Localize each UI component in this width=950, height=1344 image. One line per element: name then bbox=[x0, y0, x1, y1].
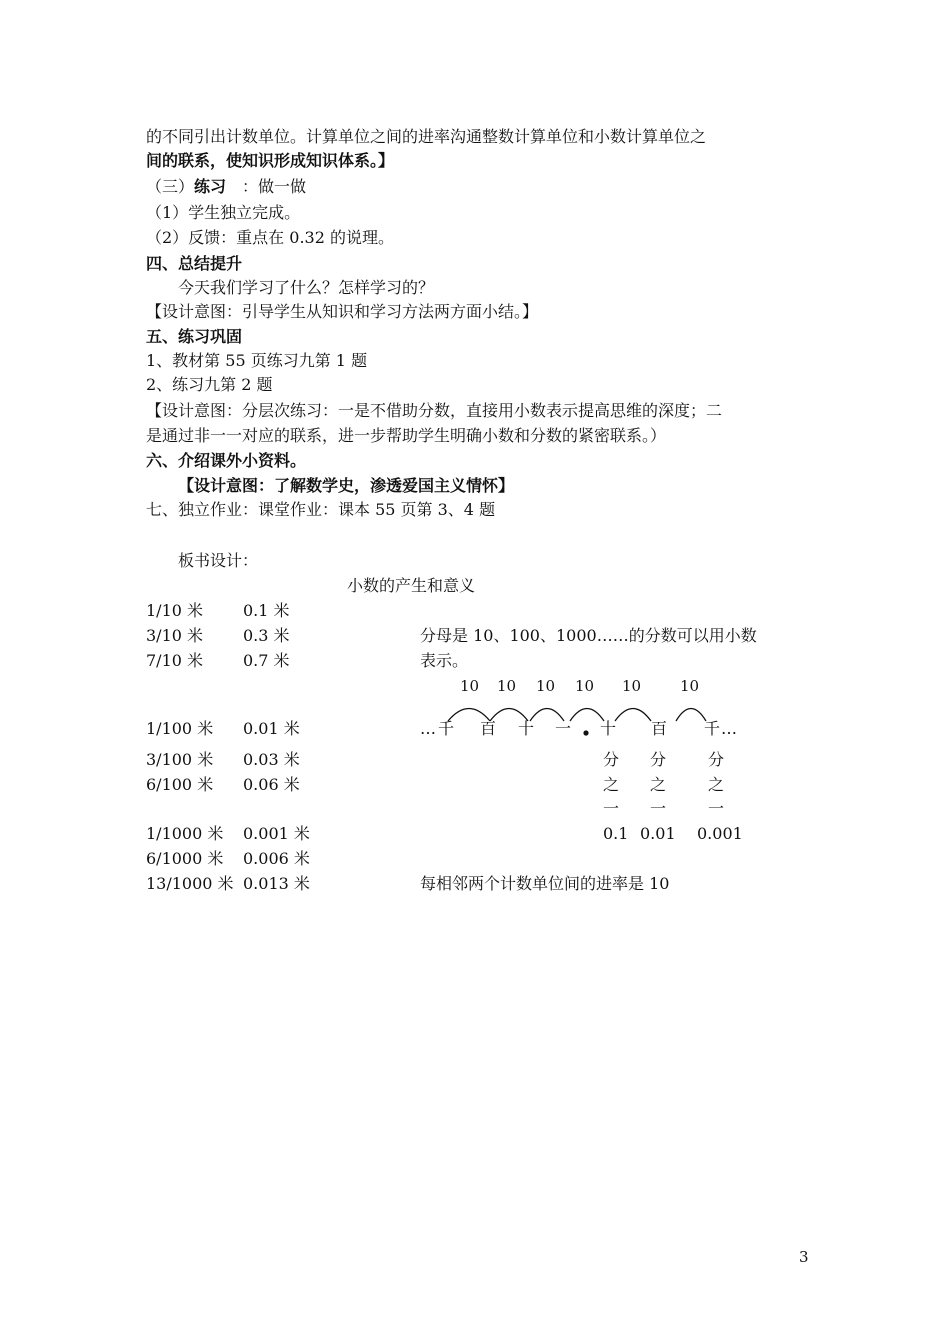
rate-label: 10 bbox=[680, 677, 700, 695]
unit-label: 千 bbox=[438, 719, 455, 738]
practice-heading-main: 练习 bbox=[194, 177, 227, 196]
decimal-value: 0.01 bbox=[640, 824, 676, 843]
column-char: 之 bbox=[603, 775, 620, 794]
section-5-item-1: 1、教材第 55 页练习九第 1 题 bbox=[146, 351, 368, 370]
unit-label: 千 bbox=[704, 719, 721, 738]
practice-heading-prefix: （三） bbox=[146, 177, 195, 196]
decimal-cell: 0.06 米 bbox=[243, 775, 300, 794]
rate-note: 每相邻两个计数单位间的进率是 10 bbox=[420, 874, 670, 893]
intro-line-2: 间的联系，使知识形成知识体系。】 bbox=[146, 151, 395, 170]
units-ellipsis-left: … bbox=[420, 719, 436, 738]
decimal-cell: 0.013 米 bbox=[243, 874, 310, 893]
decimal-cell: 0.006 米 bbox=[243, 849, 310, 868]
unit-label: 十 bbox=[518, 719, 535, 738]
fraction-cell: 1/10 米 bbox=[146, 601, 204, 620]
fraction-cell: 1/100 米 bbox=[146, 719, 214, 738]
practice-heading-suffix: ：做一做 bbox=[242, 177, 307, 196]
board-title: 小数的产生和意义 bbox=[347, 576, 476, 595]
page-number: 3 bbox=[799, 1248, 809, 1266]
rate-label: 10 bbox=[497, 677, 517, 695]
rate-arc bbox=[570, 709, 604, 722]
rate-arc bbox=[676, 709, 706, 722]
fraction-cell: 3/10 米 bbox=[146, 626, 204, 645]
practice-item-1: （1）学生独立完成。 bbox=[146, 203, 301, 222]
column-char: 分 bbox=[603, 750, 620, 769]
section-5-item-2: 2、练习九第 2 题 bbox=[146, 375, 273, 394]
column-char: 一 bbox=[650, 799, 667, 818]
unit-label: 百 bbox=[651, 719, 668, 738]
section-6-intent: 【设计意图：了解数学史，渗透爱国主义情怀】 bbox=[178, 476, 515, 495]
practice-item-2: （2）反馈：重点在 0.32 的说理。 bbox=[146, 228, 394, 247]
decimal-value: 0.001 bbox=[697, 824, 743, 843]
board-label: 板书设计： bbox=[178, 551, 259, 570]
column-char: 之 bbox=[650, 775, 667, 794]
board-note-line-2: 表示。 bbox=[420, 651, 469, 670]
decimal-cell: 0.001 米 bbox=[243, 824, 310, 843]
column-char: 一 bbox=[708, 799, 725, 818]
decimal-cell: 0.7 米 bbox=[243, 651, 290, 670]
decimal-cell: 0.01 米 bbox=[243, 719, 300, 738]
intro-line-1: 的不同引出计数单位。计算单位之间的进率沟通整数计算单位和小数计算单位之 bbox=[146, 127, 707, 146]
fraction-cell: 7/10 米 bbox=[146, 651, 204, 670]
section-7: 七、独立作业：课堂作业：课本 55 页第 3、4 题 bbox=[146, 500, 496, 519]
unit-label: 一 bbox=[555, 719, 572, 738]
column-char: 之 bbox=[708, 775, 725, 794]
section-5-intent-line-1: 【设计意图：分层次练习：一是不借助分数，直接用小数表示提高思维的深度；二 bbox=[146, 401, 723, 420]
section-6-title: 六、介绍课外小资料。 bbox=[146, 451, 307, 470]
decimal-cell: 0.1 米 bbox=[243, 601, 290, 620]
decimal-cell: 0.03 米 bbox=[243, 750, 300, 769]
board-note-line-1: 分母是 10、100、1000……的分数可以用小数 bbox=[420, 626, 757, 645]
section-5-intent-line-2: 是通过非一一对应的联系，进一步帮助学生明确小数和分数的紧密联系。） bbox=[146, 426, 667, 445]
rate-label: 10 bbox=[536, 677, 556, 695]
column-char: 一 bbox=[603, 799, 620, 818]
unit-label: 十 bbox=[600, 719, 617, 738]
section-4-title: 四、总结提升 bbox=[146, 254, 243, 273]
fraction-cell: 6/100 米 bbox=[146, 775, 214, 794]
rate-arc bbox=[615, 709, 651, 722]
decimal-point-dot bbox=[583, 730, 588, 735]
section-5-title: 五、练习巩固 bbox=[146, 327, 243, 346]
unit-label: 百 bbox=[480, 719, 497, 738]
rate-label: 10 bbox=[622, 677, 642, 695]
decimal-value: 0.1 bbox=[603, 824, 629, 843]
fraction-cell: 6/1000 米 bbox=[146, 849, 224, 868]
fraction-cell: 13/1000 米 bbox=[146, 874, 234, 893]
section-4-intent: 【设计意图：引导学生从知识和学习方法两方面小结。】 bbox=[146, 302, 539, 321]
decimal-cell: 0.3 米 bbox=[243, 626, 290, 645]
fraction-cell: 3/100 米 bbox=[146, 750, 214, 769]
rate-label: 10 bbox=[575, 677, 595, 695]
units-ellipsis-right: … bbox=[721, 719, 737, 738]
rate-label: 10 bbox=[460, 677, 480, 695]
column-char: 分 bbox=[708, 750, 725, 769]
fraction-cell: 1/1000 米 bbox=[146, 824, 224, 843]
section-4-text: 今天我们学习了什么？怎样学习的？ bbox=[178, 278, 435, 297]
column-char: 分 bbox=[650, 750, 667, 769]
